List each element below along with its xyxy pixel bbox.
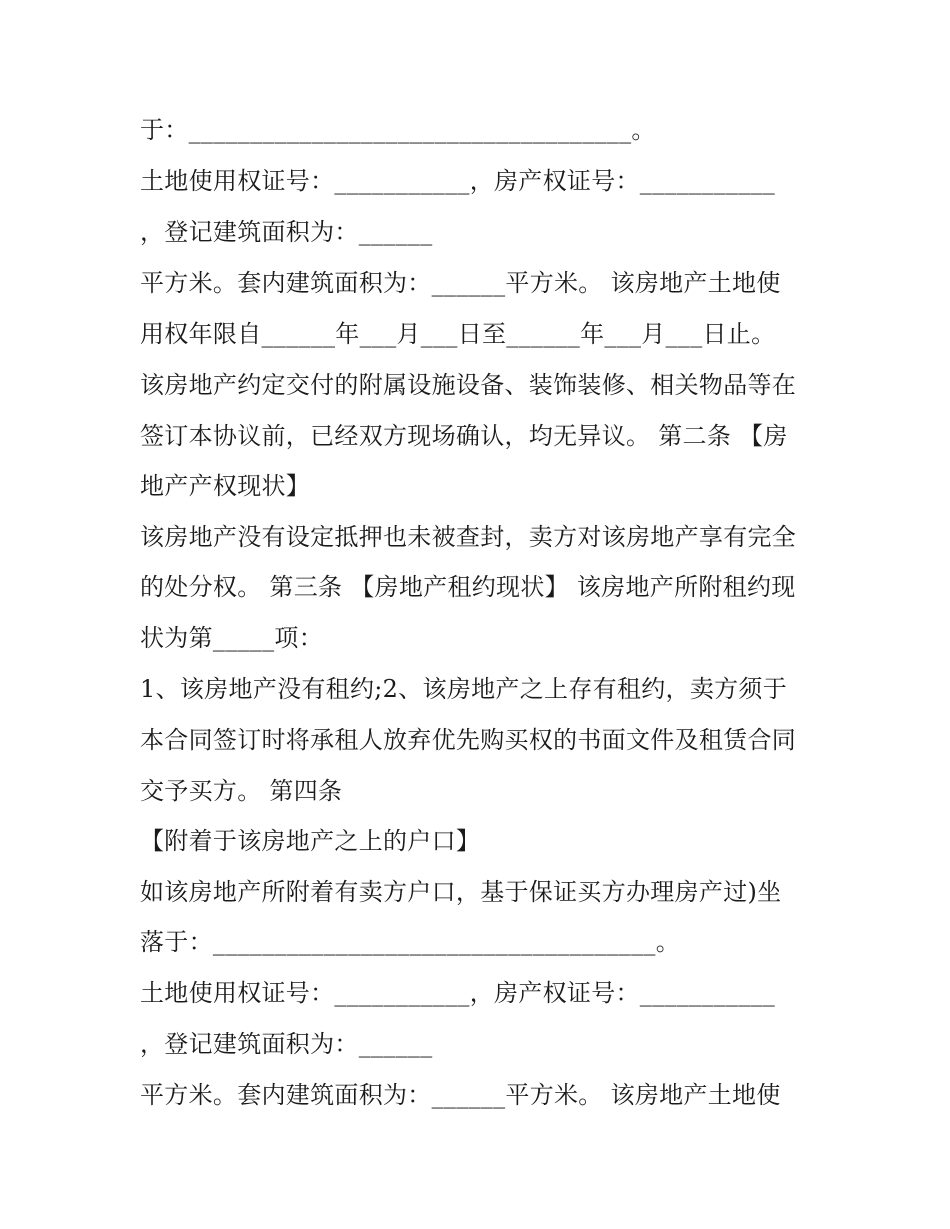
text-line: 【附着于该房地产之上的户口】 xyxy=(140,827,481,855)
text-line: ，登记建筑面积为：______ xyxy=(140,1030,433,1058)
text-line: 该房地产约定交付的附属设施设备、装饰装修、相关物品等在 xyxy=(140,371,797,399)
text-line: 落于：____________________________________。 xyxy=(140,928,680,956)
text-line: 交予买方。 第四条 xyxy=(140,777,343,805)
text-line: 用权年限自______年___月___日至______年___月___日止。 xyxy=(140,320,776,348)
text-line: ，登记建筑面积为：______ xyxy=(140,218,433,246)
text-line: 签订本协议前，已经双方现场确认，均无异议。 第二条 【房 xyxy=(140,422,788,450)
text-line: 土地使用权证号：___________，房产权证号：___________ xyxy=(140,167,776,195)
text-line: 1、该房地产没有租约;2、该房地产之上存有租约，卖方须于 xyxy=(140,675,788,703)
text-line: 平方米。套内建筑面积为：______平方米。 该房地产土地使 xyxy=(140,269,781,297)
text-line: 于：____________________________________。 xyxy=(140,116,656,144)
text-line: 平方米。套内建筑面积为：______平方米。 该房地产土地使 xyxy=(140,1081,781,1109)
text-line: 的处分权。 第三条 【房地产租约现状】 该房地产所附租约现 xyxy=(140,573,796,601)
text-line: 本合同签订时将承租人放弃优先购买权的书面文件及租赁合同 xyxy=(140,726,797,754)
text-line: 如该房地产所附着有卖方户口，基于保证买方办理房产过)坐 xyxy=(140,878,782,906)
text-line: 状为第_____项： xyxy=(140,624,323,652)
text-line: 土地使用权证号：___________，房产权证号：___________ xyxy=(140,979,776,1007)
text-line: 该房地产没有设定抵押也未被查封，卖方对该房地产享有完全 xyxy=(140,523,797,551)
text-line: 地产产权现状】 xyxy=(140,472,311,500)
